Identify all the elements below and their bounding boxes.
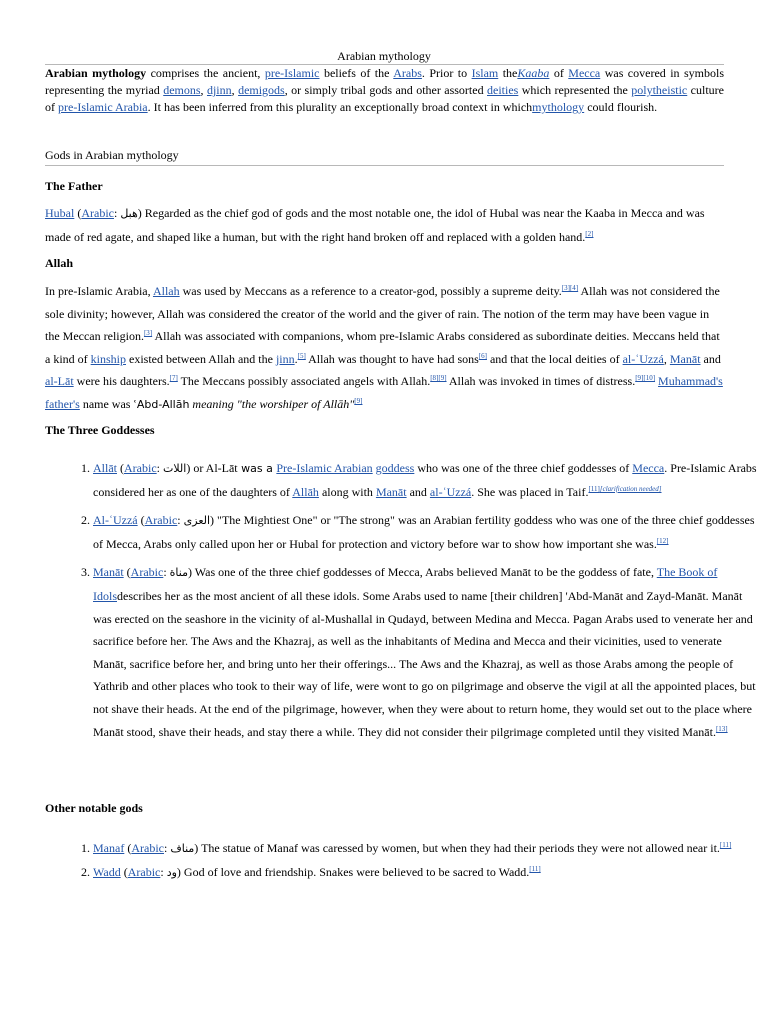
link-polytheistic[interactable]: polytheistic: [631, 83, 688, 97]
link-islam[interactable]: Islam: [471, 66, 499, 80]
intro-text: , or simply tribal gods and other assorted: [284, 83, 487, 97]
intro-text: beliefs of the: [319, 66, 394, 80]
ref-link[interactable]: [11]: [719, 841, 732, 849]
text: (: [124, 841, 132, 855]
text: was used by Meccans as a reference to a creator-god, possibly a supreme deity.: [179, 284, 562, 298]
link-arabs[interactable]: Arabs: [393, 66, 422, 80]
heading-the-father: The Father: [45, 179, 103, 193]
text: :: [113, 206, 121, 220]
text: Allah was thought to have had sons: [305, 351, 479, 366]
link-allat[interactable]: Allāt: [93, 461, 117, 475]
document-title: Arabian mythology: [337, 49, 431, 63]
text: ) Regarded as the chief god of gods and the most notable one, the idol of Hubal was near the Kaaba in Mecca and was made of red agate, and shaped like a human, but with the right hand broken off and replaced with a golden hand.: [45, 206, 705, 244]
link-allah[interactable]: Allah: [152, 284, 180, 298]
text: (: [120, 864, 128, 879]
link-pre-islamic-arabia[interactable]: pre-Islamic Arabia: [58, 100, 148, 114]
text: :: [163, 565, 170, 580]
link-manat[interactable]: Manāt: [93, 565, 124, 580]
text: .: [294, 351, 298, 366]
link-arabic[interactable]: Arabic: [127, 864, 161, 879]
link-pre-islamic-arabian[interactable]: Pre-Islamic Arabian: [276, 461, 373, 475]
text: (: [117, 461, 124, 475]
intro-text: the: [498, 66, 518, 80]
allah-paragraph: [45, 280, 724, 417]
link-hubal[interactable]: Hubal: [45, 206, 75, 220]
ref-link[interactable]: [5]: [297, 351, 306, 360]
link-jinn[interactable]: jinn: [275, 351, 295, 366]
heading-three-goddesses: The Three Goddesses: [45, 423, 155, 437]
link-djinn[interactable]: djinn: [206, 83, 232, 97]
intro-text: comprises the ancient,: [146, 66, 265, 80]
text: In pre-Islamic Arabia,: [45, 284, 153, 298]
link-al-uzza[interactable]: Al-ʿUzzá: [93, 513, 138, 528]
text: ) God of love and friendship. Snakes were believed to be sacred to Wadd.: [176, 864, 530, 879]
link-muhammads-father[interactable]: Muhammad's father's: [45, 374, 723, 411]
text: describes her as the most ancient of all these idols. Some Arabs used to name [their children] 'Abd-Manāt and Zayd-Manāt. Manāt was erected on the seashore in the vicinity of al-Mushallal in Qudayd, between Medina and Mecca. Pagan Arabs used to venerate her and sacrifice before her. The Aws and the Khazraj, as well as the inhabitants of Medina and Mecca and their vicinities, used to venerate Manāt, sacrifice before her, and bring unto her their offerings... The Aws and the Khazraj, as well as those Arabs among the people of Yathrib and other places who took to their way of life, were wont to go on pilgrimage and observe the vigil at all the appointed places, but not shave their heads. At the end of the pilgrimage, however, when they were about to return home, they would set out to the place where Manāt stood, shave their heads, and stay there a while. They did not consider their pilgrimage completed until they visited Manāt.: [93, 588, 756, 739]
text: . Pre-Islamic Arabs considered her as one of the daughters of: [93, 461, 757, 499]
ref-link[interactable]: [9][10]: [635, 374, 656, 383]
other-gods-list: [45, 837, 758, 884]
text: . She was placed in Taif.: [471, 484, 589, 499]
list-item: [93, 861, 758, 885]
intro-text: . Prior to: [421, 66, 472, 80]
ref-link[interactable]: [13]: [715, 724, 728, 733]
intro-text: . It has been inferred from this plurality an exceptionally broad context in which: [147, 100, 533, 114]
ref-link[interactable]: [11]: [529, 864, 541, 873]
ref-link[interactable]: [7]: [169, 374, 178, 383]
text: (: [74, 206, 82, 220]
link-al-lat[interactable]: al-Lāt: [45, 374, 74, 389]
ref-link[interactable]: [2]: [585, 229, 594, 238]
text: ,: [663, 351, 670, 366]
ref-link[interactable]: [9]: [354, 396, 363, 405]
link-manaf[interactable]: Manaf: [93, 841, 125, 855]
link-kinship[interactable]: kinship: [90, 351, 126, 366]
link-arabic[interactable]: Arabic: [124, 461, 157, 475]
text: :: [163, 841, 171, 855]
arabic-word: مناة: [169, 566, 188, 580]
arabic-word: ود: [166, 865, 177, 879]
arabic-word: هبل: [120, 207, 138, 220]
ref-link[interactable]: [3][4]: [561, 284, 579, 292]
text: ) "The Mightiest One" or "The strong" was an Arabian fertility goddess who was one of the three chief goddesses of Mecca, Arabs only called upon her or Hubal for protection and victory before war to show how important she was.: [93, 513, 755, 551]
list-item: [93, 561, 758, 743]
arabic-word: العزى: [183, 514, 211, 528]
list-item: [93, 509, 758, 555]
link-al-uzza[interactable]: al-ʿUzzá: [429, 484, 472, 499]
text: ʿAbd-Allāh: [133, 397, 190, 411]
section-title: Gods in Arabian mythology: [45, 148, 179, 162]
section-rule: [45, 165, 724, 166]
father-paragraph: [45, 202, 724, 248]
intro-paragraph: [45, 65, 724, 116]
link-arabic[interactable]: Arabic: [81, 206, 114, 220]
list-item: [93, 837, 758, 861]
text: :: [160, 864, 167, 879]
link-al-uzza[interactable]: al-ʿUzzá: [622, 351, 664, 366]
heading-other-notable-gods: Other notable gods: [45, 801, 143, 815]
text: (: [123, 565, 131, 580]
link-arabic[interactable]: Arabic: [144, 513, 178, 528]
link-book-of-idols[interactable]: The Book of Idols: [93, 565, 718, 603]
link-manat[interactable]: Manāt: [669, 351, 701, 366]
arabic-word: اللات: [163, 462, 187, 475]
intro-text: culture of: [45, 83, 724, 114]
text: Allah was not considered the sole divinity; however, Allah was considered the creator of the world and the giver of rain. The notion of the term may have been vague in the Meccan religion.: [45, 284, 720, 344]
intro-text: could flourish.: [584, 100, 658, 114]
text: Allah was associated with companions, whom pre-Islamic Arabs considered as subordinate deities. Meccans held that a kind of: [45, 329, 720, 366]
text: ) The statue of Manaf was caressed by women, but when they had their periods they were not allowed near it.: [194, 841, 720, 855]
text: Allah was invoked in times of distress.: [446, 374, 636, 389]
ref-link[interactable]: [6]: [478, 351, 487, 360]
text: ) or Al-Lāt: [186, 461, 238, 475]
text: name was: [79, 396, 134, 411]
link-kaaba-text: Kaaba: [517, 66, 550, 80]
link-mecca[interactable]: Mecca: [568, 66, 601, 80]
clarification-needed-link[interactable]: [clarification needed]: [599, 484, 662, 493]
text: and: [406, 484, 430, 499]
intro-text: of: [549, 66, 569, 80]
link-arabic[interactable]: Arabic: [131, 841, 164, 855]
text: ) Was one of the three chief goddesses of Mecca, Arabs believed Manāt to be the goddess of fate,: [187, 565, 657, 580]
text: existed between Allah and the: [126, 351, 276, 366]
heading-allah: Allah: [45, 256, 74, 270]
intro-text: ,: [200, 83, 207, 97]
link-mecca[interactable]: Mecca: [632, 461, 665, 475]
intro-text: ,: [231, 83, 239, 97]
text: :: [177, 513, 184, 528]
text: meaning "the worshiper of Allāh": [189, 396, 355, 411]
text: and that the local deities of: [486, 351, 623, 366]
link-demigods[interactable]: demigods: [238, 83, 285, 97]
ref-link[interactable]: [12]: [656, 536, 669, 545]
arabic-word: مناف: [170, 842, 195, 855]
text: and: [700, 351, 721, 366]
link-kaaba[interactable]: [517, 66, 549, 80]
link-pre-islamic[interactable]: pre-Islamic: [264, 66, 320, 80]
link-deities[interactable]: deities: [487, 83, 519, 97]
text: The Meccans possibly associated angels with Allah.: [177, 374, 431, 389]
list-item: [93, 457, 758, 503]
text: (: [137, 513, 145, 528]
ref-link[interactable]: [8][9]: [430, 374, 447, 383]
text: was a: [237, 462, 277, 475]
intro-text: was covered in symbols representing the myriad: [45, 66, 725, 97]
text: who was one of the three chief goddesses of: [414, 461, 633, 475]
ref-link[interactable]: [11]: [588, 484, 600, 493]
link-manat[interactable]: Manāt: [375, 484, 407, 499]
link-wadd[interactable]: Wadd: [93, 864, 121, 879]
link-allah[interactable]: Allāh: [292, 484, 319, 499]
intro-text: which represented the: [518, 83, 632, 97]
link-demons[interactable]: demons: [163, 83, 201, 97]
ref-link[interactable]: [3]: [143, 329, 153, 338]
text: along with: [318, 484, 376, 499]
goddesses-list: [45, 457, 758, 743]
text: :: [156, 461, 163, 475]
link-goddess[interactable]: goddess: [375, 461, 415, 475]
link-arabic[interactable]: Arabic: [130, 565, 164, 580]
text: were his daughters.: [73, 374, 170, 389]
link-mythology[interactable]: mythology: [532, 100, 585, 114]
intro-bold-term: Arabian mythology: [45, 66, 147, 80]
